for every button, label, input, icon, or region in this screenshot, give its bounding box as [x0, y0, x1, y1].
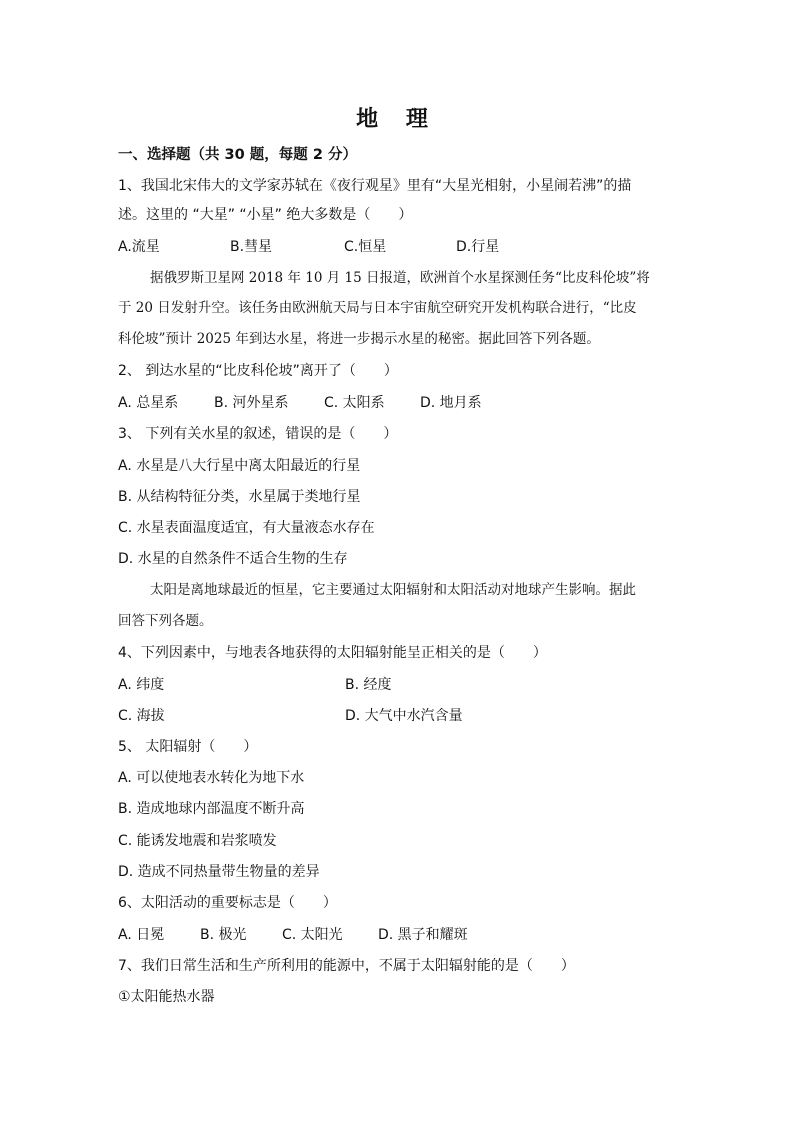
- q7-item-1: ①太阳能热水器: [118, 989, 215, 1005]
- q7-stem: 7、我们日常生活和生产所利用的能源中，不属于太阳辐射能的是（ ）: [118, 958, 575, 974]
- section-heading: 一、选择题（共 30 题，每题 2 分）: [118, 147, 357, 163]
- q6-option-d: D. 黑子和耀斑: [378, 927, 468, 943]
- q1-option-d: D.行星: [456, 239, 500, 255]
- q4-option-c: C. 海拔: [118, 708, 165, 724]
- q5-option-b: B. 造成地球内部温度不断升高: [118, 801, 305, 817]
- q4-option-a: A. 纬度: [118, 677, 165, 693]
- q1-stem-line1: 1、我国北宋伟大的文学家苏轼在《夜行观星》里有“大星光相射，小星闹若沸”的描: [118, 178, 632, 194]
- passage1-line3: 科伦坡”预计 2025 年到达水星，将进一步揭示水星的秘密。据此回答下列各题。: [118, 331, 600, 347]
- q2-option-a: A. 总星系: [118, 395, 179, 411]
- q4-option-d: D. 大气中水汽含量: [345, 708, 463, 724]
- q3-option-b: B. 从结构特征分类，水星属于类地行星: [118, 489, 361, 505]
- q2-stem: 2、 到达水星的“比皮科伦坡”离开了（ ）: [118, 363, 398, 379]
- q2-option-c: C. 太阳系: [324, 395, 385, 411]
- passage2-line2: 回答下列各题。: [118, 613, 213, 629]
- q6-option-a: A. 日冕: [118, 927, 165, 943]
- q3-option-c: C. 水星表面温度适宜，有大量液态水存在: [118, 520, 375, 536]
- q1-option-a: A.流星: [118, 239, 160, 255]
- q5-option-d: D. 造成不同热量带生物量的差异: [118, 864, 320, 880]
- q5-option-a: A. 可以使地表水转化为地下水: [118, 770, 305, 786]
- q6-option-c: C. 太阳光: [282, 927, 343, 943]
- q6-stem: 6、太阳活动的重要标志是（ ）: [118, 895, 337, 911]
- q3-option-a: A. 水星是八大行星中离太阳最近的行星: [118, 458, 361, 474]
- q2-option-b: B. 河外星系: [214, 395, 289, 411]
- q2-option-d: D. 地月系: [420, 395, 482, 411]
- passage1-line2: 于 20 日发射升空。该任务由欧洲航天局与日本宇宙航空研究开发机构联合进行，“比皮: [118, 300, 637, 316]
- q1-option-b: B.彗星: [230, 239, 273, 255]
- page-title: 地 理: [356, 106, 438, 132]
- q1-stem-line2: 述。这里的 “大星” “小星” 绝大多数是（ ）: [118, 207, 413, 223]
- q4-option-b: B. 经度: [345, 677, 392, 693]
- q3-option-d: D. 水星的自然条件不适合生物的生存: [118, 551, 348, 567]
- q1-option-c: C.恒星: [344, 239, 387, 255]
- q6-option-b: B. 极光: [200, 927, 247, 943]
- q5-option-c: C. 能诱发地震和岩浆喷发: [118, 833, 277, 849]
- passage1-line1: 据俄罗斯卫星网 2018 年 10 月 15 日报道，欧洲首个水星探测任务“比皮科伦坡”将: [150, 270, 650, 286]
- q4-stem: 4、下列因素中，与地表各地获得的太阳辐射能呈正相关的是（ ）: [118, 645, 547, 661]
- q5-stem: 5、 太阳辐射（ ）: [118, 739, 258, 755]
- passage2-line1: 太阳是离地球最近的恒星，它主要通过太阳辐射和太阳活动对地球产生影响。据此: [150, 582, 636, 598]
- q3-stem: 3、 下列有关水星的叙述，错误的是（ ）: [118, 426, 398, 442]
